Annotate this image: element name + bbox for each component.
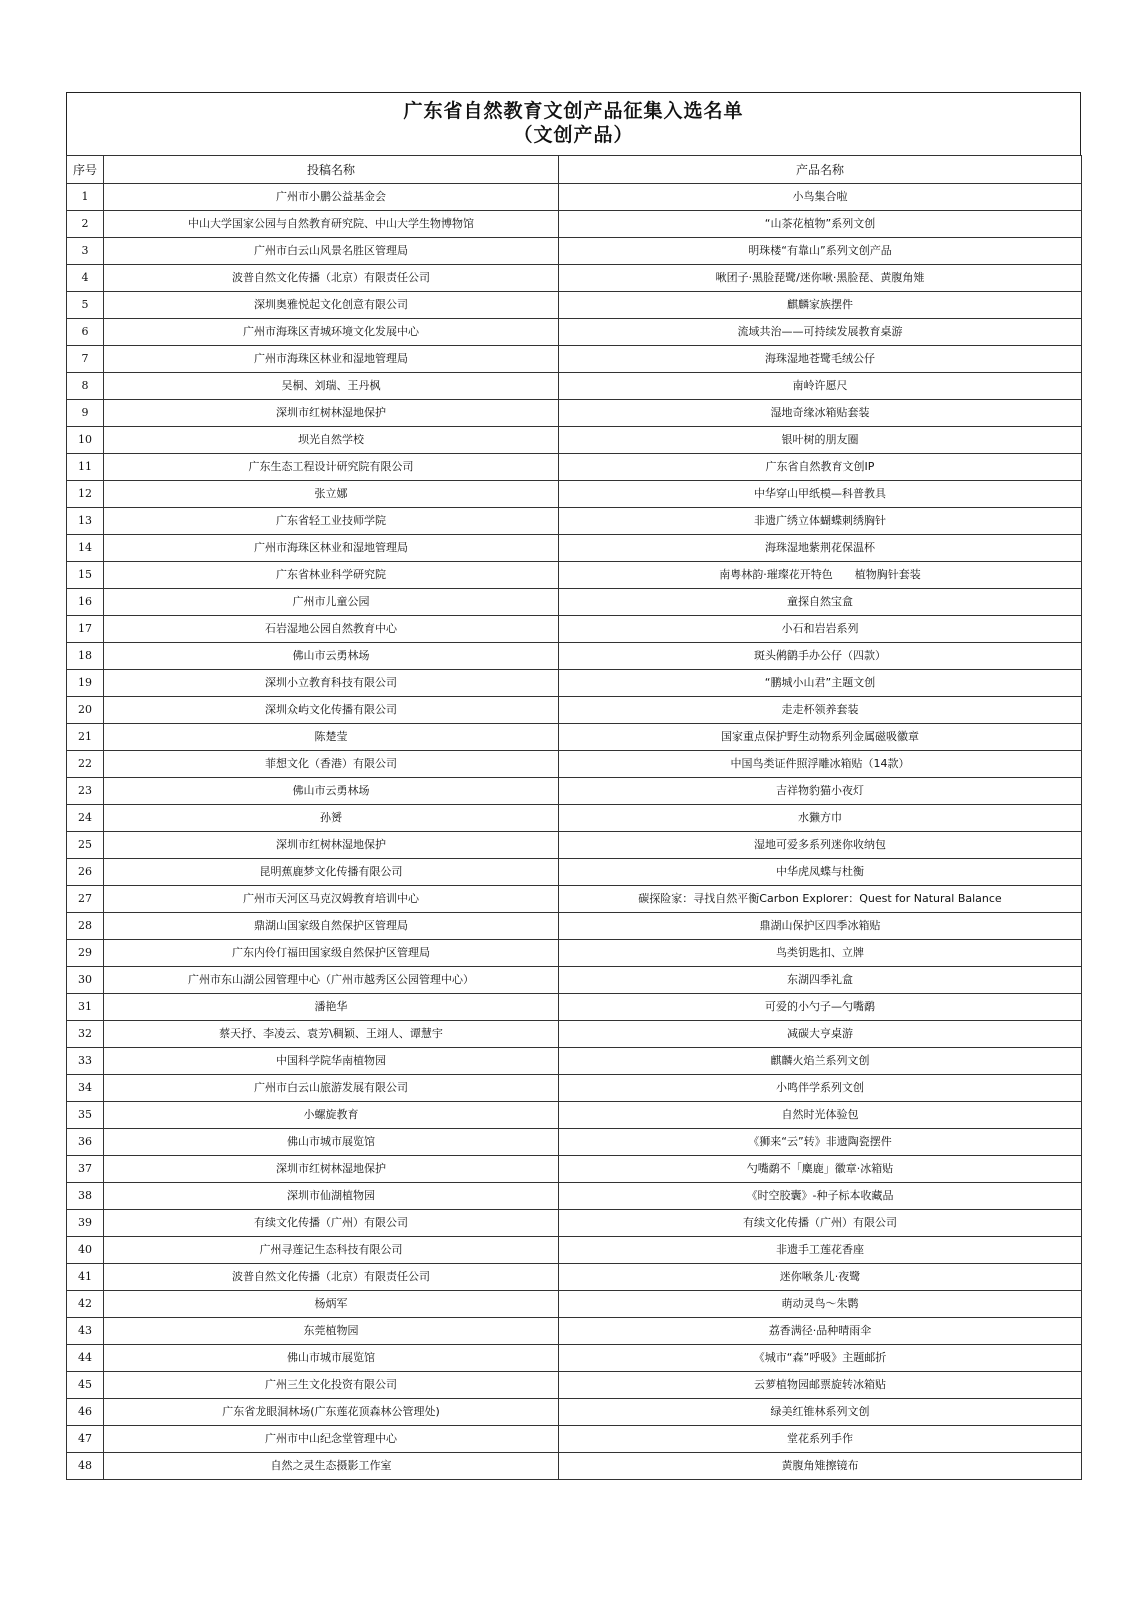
product-cell: 小石和岩岩系列 [559, 616, 1082, 643]
table-row [67, 994, 1082, 1021]
row-number: 13 [67, 508, 104, 535]
table-row [67, 562, 1082, 589]
submitter-cell: 广东生态工程设计研究院有限公司 [104, 454, 559, 481]
table-row [67, 1129, 1082, 1156]
submitter-cell: 鼎湖山国家级自然保护区管理局 [104, 913, 559, 940]
row-number: 35 [67, 1102, 104, 1129]
table-row [67, 886, 1082, 913]
product-cell: 萌动灵鸟～朱鹮 [559, 1291, 1082, 1318]
row-number: 31 [67, 994, 104, 1021]
table-row [67, 184, 1082, 211]
product-cell: 有续文化传播（广州）有限公司 [559, 1210, 1082, 1237]
submitter-cell: 广州市海珠区林业和湿地管理局 [104, 535, 559, 562]
row-number: 18 [67, 643, 104, 670]
product-cell: 中国鸟类证件照浮雕冰箱贴（14款） [559, 751, 1082, 778]
row-number: 47 [67, 1426, 104, 1453]
row-number: 32 [67, 1021, 104, 1048]
submitter-cell: 蔡天抒、李凌云、袁芳\稠颖、王翊人、谭慧宇 [104, 1021, 559, 1048]
row-number: 23 [67, 778, 104, 805]
row-number: 10 [67, 427, 104, 454]
product-cell: 绿美红锥林系列文创 [559, 1399, 1082, 1426]
table-row [67, 643, 1082, 670]
submitter-cell: 孙赟 [104, 805, 559, 832]
submitter-cell: 昆明蕉鹿梦文化传播有限公司 [104, 859, 559, 886]
product-cell: 小鸣伴学系列文创 [559, 1075, 1082, 1102]
table-row [67, 535, 1082, 562]
product-cell: 可爱的小勺子—勺嘴鹬 [559, 994, 1082, 1021]
table-row [67, 1318, 1082, 1345]
product-cell: 中华虎凤蝶与杜衡 [559, 859, 1082, 886]
submitter-cell: 深圳市仙湖植物园 [104, 1183, 559, 1210]
submitter-cell: 佛山市云勇林场 [104, 643, 559, 670]
submitter-cell: 广州市海珠区青城环境文化发展中心 [104, 319, 559, 346]
product-cell: 《狮来“云”转》非遗陶瓷摆件 [559, 1129, 1082, 1156]
submitter-cell: 潘艳华 [104, 994, 559, 1021]
product-cell: 水獭方巾 [559, 805, 1082, 832]
submitter-cell: 广东省龙眼洞林场(广东莲花顶森林公管理处) [104, 1399, 559, 1426]
product-cell: 荔香满径·品种晴雨伞 [559, 1318, 1082, 1345]
row-number: 34 [67, 1075, 104, 1102]
row-number: 26 [67, 859, 104, 886]
product-cell: 国家重点保护野生动物系列金属磁吸徽章 [559, 724, 1082, 751]
product-cell: 黄腹角雉擦镜布 [559, 1453, 1082, 1480]
row-number: 33 [67, 1048, 104, 1075]
table-row [67, 805, 1082, 832]
product-cell: 小鸟集合啦 [559, 184, 1082, 211]
row-number: 11 [67, 454, 104, 481]
table-row [67, 238, 1082, 265]
table-row [67, 940, 1082, 967]
row-number: 37 [67, 1156, 104, 1183]
table-row [67, 1075, 1082, 1102]
selection-table [66, 155, 1082, 1480]
submitter-cell: 广州市小鹏公益基金会 [104, 184, 559, 211]
submitter-cell: 深圳市红树林湿地保护 [104, 1156, 559, 1183]
submitter-cell: 杨炳军 [104, 1291, 559, 1318]
row-number: 42 [67, 1291, 104, 1318]
submitter-cell: 东莞植物园 [104, 1318, 559, 1345]
submitter-cell: 波普自然文化传播（北京）有限责任公司 [104, 1264, 559, 1291]
submitter-cell: 吴桐、刘瑞、王丹枫 [104, 373, 559, 400]
product-cell: 南岭许愿尺 [559, 373, 1082, 400]
table-row [67, 346, 1082, 373]
row-number: 2 [67, 211, 104, 238]
submitter-cell: 广州市中山纪念堂管理中心 [104, 1426, 559, 1453]
submitter-cell: 深圳市红树林湿地保护 [104, 832, 559, 859]
product-cell: 湿地可爱多系列迷你收纳包 [559, 832, 1082, 859]
product-cell: 《城市“森”呼吸》主题邮折 [559, 1345, 1082, 1372]
row-number: 38 [67, 1183, 104, 1210]
table-row [67, 913, 1082, 940]
product-cell: 迷你啾条儿·夜鹭 [559, 1264, 1082, 1291]
submitter-cell: 小螺旋教育 [104, 1102, 559, 1129]
product-cell: 自然时光体验包 [559, 1102, 1082, 1129]
product-cell: 鼎湖山保护区四季冰箱贴 [559, 913, 1082, 940]
table-row [67, 589, 1082, 616]
table-row [67, 1453, 1082, 1480]
product-cell: 勺嘴鹬不「麋鹿」徽章·冰箱贴 [559, 1156, 1082, 1183]
submitter-cell: 菲想文化（香港）有限公司 [104, 751, 559, 778]
product-cell: 云萝植物园邮票旋转冰箱贴 [559, 1372, 1082, 1399]
table-row [67, 1372, 1082, 1399]
submitter-cell: 中国科学院华南植物园 [104, 1048, 559, 1075]
product-cell: 海珠湿地苍鹭毛绒公仔 [559, 346, 1082, 373]
product-cell: 中华穿山甲纸模—科普教具 [559, 481, 1082, 508]
table-row [67, 373, 1082, 400]
row-number: 48 [67, 1453, 104, 1480]
table-row [67, 1345, 1082, 1372]
table-row [67, 1426, 1082, 1453]
product-cell: 银叶树的朋友圈 [559, 427, 1082, 454]
submitter-cell: 广东省轻工业技师学院 [104, 508, 559, 535]
product-cell: 广东省自然教育文创IP [559, 454, 1082, 481]
table-row [67, 832, 1082, 859]
row-number: 20 [67, 697, 104, 724]
table-row [67, 1399, 1082, 1426]
row-number: 21 [67, 724, 104, 751]
row-number: 40 [67, 1237, 104, 1264]
product-cell: 《时空胶囊》-种子标本收藏品 [559, 1183, 1082, 1210]
table-row [67, 319, 1082, 346]
submitter-cell: 广东内伶仃福田国家级自然保护区管理局 [104, 940, 559, 967]
submitter-cell: 广州市白云山风景名胜区管理局 [104, 238, 559, 265]
row-number: 44 [67, 1345, 104, 1372]
document-subtitle: （文创产品） [513, 124, 634, 146]
product-cell: 非遗广绣立体蝴蝶刺绣胸针 [559, 508, 1082, 535]
row-number: 39 [67, 1210, 104, 1237]
submitter-cell: 广州市东山湖公园管理中心（广州市越秀区公园管理中心） [104, 967, 559, 994]
submitter-cell: 广州三生文化投资有限公司 [104, 1372, 559, 1399]
row-number: 17 [67, 616, 104, 643]
submitter-cell: 佛山市城市展览馆 [104, 1345, 559, 1372]
table-row [67, 508, 1082, 535]
row-number: 36 [67, 1129, 104, 1156]
row-number: 29 [67, 940, 104, 967]
table-row [67, 1264, 1082, 1291]
table-row [67, 292, 1082, 319]
product-cell: 流域共治——可持续发展教育桌游 [559, 319, 1082, 346]
table-body [67, 184, 1082, 1480]
row-number: 6 [67, 319, 104, 346]
document-title: 广东省自然教育文创产品征集入选名单 [403, 100, 744, 122]
submitter-cell: 陈楚莹 [104, 724, 559, 751]
submitter-cell: 广东省林业科学研究院 [104, 562, 559, 589]
table-row [67, 211, 1082, 238]
product-cell: 鸟类钥匙扣、立牌 [559, 940, 1082, 967]
table-row [67, 1237, 1082, 1264]
product-cell: 海珠湿地紫荆花保温杯 [559, 535, 1082, 562]
row-number: 1 [67, 184, 104, 211]
row-number: 4 [67, 265, 104, 292]
submitter-cell: 深圳奥雅悦起文化创意有限公司 [104, 292, 559, 319]
table-row [67, 697, 1082, 724]
product-cell: 走走杯领养套装 [559, 697, 1082, 724]
product-cell: 啾团子·黑脸琵鹭/迷你啾·黑脸琵、黄腹角雉 [559, 265, 1082, 292]
table-row [67, 751, 1082, 778]
submitter-cell: 广州市儿童公园 [104, 589, 559, 616]
submitter-cell: 佛山市云勇林场 [104, 778, 559, 805]
submitter-cell: 深圳众屿文化传播有限公司 [104, 697, 559, 724]
table-row [67, 859, 1082, 886]
row-number: 9 [67, 400, 104, 427]
row-number: 16 [67, 589, 104, 616]
product-cell: “山茶花植物”系列文创 [559, 211, 1082, 238]
product-cell: “鹏城小山君”主题文创 [559, 670, 1082, 697]
product-cell: 非遗手工莲花香座 [559, 1237, 1082, 1264]
product-cell: 明珠楼“有靠山”系列文创产品 [559, 238, 1082, 265]
table-row [67, 967, 1082, 994]
product-cell: 斑头鸺鹠手办公仔（四款） [559, 643, 1082, 670]
table-row [67, 1183, 1082, 1210]
row-number: 8 [67, 373, 104, 400]
submitter-cell: 深圳市红树林湿地保护 [104, 400, 559, 427]
row-number: 14 [67, 535, 104, 562]
product-cell: 童探自然宝盒 [559, 589, 1082, 616]
submitter-cell: 广州寻莲记生态科技有限公司 [104, 1237, 559, 1264]
product-cell: 东湖四季礼盒 [559, 967, 1082, 994]
submitter-cell: 广州市天河区马克汉姆教育培训中心 [104, 886, 559, 913]
row-number: 25 [67, 832, 104, 859]
document-sheet [66, 92, 1081, 1480]
table-row [67, 1048, 1082, 1075]
table-header-row [67, 156, 1082, 184]
submitter-cell: 中山大学国家公园与自然教育研究院、中山大学生物博物馆 [104, 211, 559, 238]
row-number: 46 [67, 1399, 104, 1426]
product-cell: 吉祥物豹猫小夜灯 [559, 778, 1082, 805]
row-number: 27 [67, 886, 104, 913]
header-product: 产品名称 [559, 156, 1082, 184]
table-row [67, 400, 1082, 427]
submitter-cell: 深圳小立教育科技有限公司 [104, 670, 559, 697]
submitter-cell: 广州市海珠区林业和湿地管理局 [104, 346, 559, 373]
table-row [67, 616, 1082, 643]
submitter-cell: 张立娜 [104, 481, 559, 508]
table-row [67, 670, 1082, 697]
submitter-cell: 自然之灵生态摄影工作室 [104, 1453, 559, 1480]
row-number: 43 [67, 1318, 104, 1345]
table-row [67, 1021, 1082, 1048]
table-row [67, 481, 1082, 508]
row-number: 22 [67, 751, 104, 778]
table-row [67, 1156, 1082, 1183]
table-row [67, 1102, 1082, 1129]
row-number: 15 [67, 562, 104, 589]
product-cell: 堂花系列手作 [559, 1426, 1082, 1453]
row-number: 7 [67, 346, 104, 373]
table-row [67, 724, 1082, 751]
submitter-cell: 广州市白云山旅游发展有限公司 [104, 1075, 559, 1102]
title-block [66, 92, 1081, 155]
header-submitter: 投稿名称 [104, 156, 559, 184]
submitter-cell: 佛山市城市展览馆 [104, 1129, 559, 1156]
row-number: 41 [67, 1264, 104, 1291]
table-row [67, 427, 1082, 454]
row-number: 3 [67, 238, 104, 265]
table-row [67, 454, 1082, 481]
product-cell: 碳探险家：寻找自然平衡Carbon Explorer：Quest for Natural Balance [559, 886, 1082, 913]
submitter-cell: 石岩湿地公园自然教育中心 [104, 616, 559, 643]
submitter-cell: 有续文化传播（广州）有限公司 [104, 1210, 559, 1237]
table-row [67, 778, 1082, 805]
submitter-cell: 坝光自然学校 [104, 427, 559, 454]
table-row [67, 1210, 1082, 1237]
row-number: 28 [67, 913, 104, 940]
row-number: 19 [67, 670, 104, 697]
row-number: 5 [67, 292, 104, 319]
product-cell: 减碳大亨桌游 [559, 1021, 1082, 1048]
product-cell: 麒麟火焰兰系列文创 [559, 1048, 1082, 1075]
product-cell: 南粤林韵·璀璨花开特色 植物胸针套装 [559, 562, 1082, 589]
header-no: 序号 [67, 156, 104, 184]
product-cell: 麒麟家族摆件 [559, 292, 1082, 319]
row-number: 30 [67, 967, 104, 994]
submitter-cell: 波普自然文化传播（北京）有限责任公司 [104, 265, 559, 292]
row-number: 24 [67, 805, 104, 832]
row-number: 45 [67, 1372, 104, 1399]
product-cell: 湿地奇缘冰箱贴套装 [559, 400, 1082, 427]
table-row [67, 265, 1082, 292]
row-number: 12 [67, 481, 104, 508]
table-row [67, 1291, 1082, 1318]
